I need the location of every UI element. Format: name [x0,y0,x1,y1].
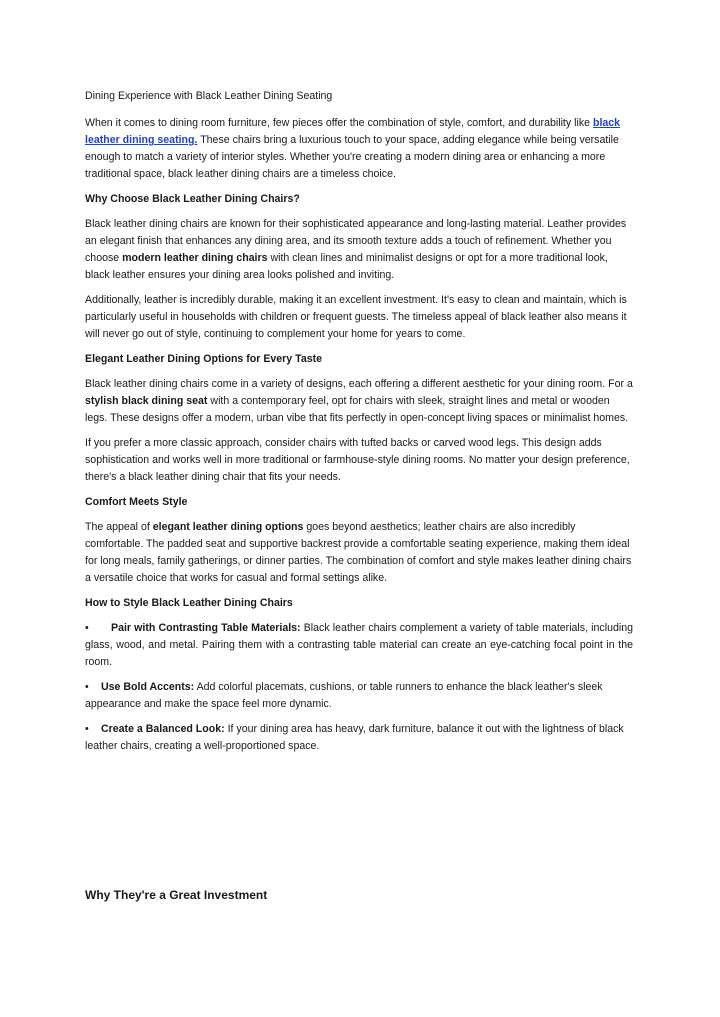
section-heading-how-to-style: How to Style Black Leather Dining Chairs [85,597,293,609]
list-item-label: Use Bold Accents: [101,681,195,693]
document-body [85,88,633,763]
modern-leather-chairs-emphasis: modern leather dining chairs [122,252,268,264]
section-heading-elegant-options: Elegant Leather Dining Options for Every Taste [85,353,323,365]
intro-paragraph [85,115,633,183]
list-item [85,679,633,713]
elegant-options-text-after: with a contemporary feel, opt for chairs with sleek, straight lines and metal or wooden legs. These designs offer a modern, urban vibe that fits perfectly in open-concept living spaces or minimalist homes. [85,395,629,424]
section-heading-comfort: Comfort Meets Style [85,496,188,508]
section-heading-investment: Why They're a Great Investment [85,888,268,902]
stylish-seat-emphasis: stylish black dining seat [85,395,208,407]
comfort-paragraph [85,519,633,587]
list-item [85,620,633,671]
list-item-text: Add colorful placemats, cushions, or table runners to enhance the black leather's sleek appearance and make the space feel more dynamic. [85,681,603,710]
elegant-options-paragraph-2: If you prefer a more classic approach, consider chairs with tufted backs or carved wood legs. This design adds sophistication and works well in more traditional or farmhouse-style dining rooms. No matter your design preference, there's a black leather dining chair that fits your needs. [85,437,630,483]
intro-text-after: These chairs bring a luxurious touch to your space, adding elegance while being versatile enough to match a variety of interior styles. Whether you're creating a modern dining area or enhancing a more traditional space, black leather dining chairs are a timeless choice. [85,134,619,180]
comfort-text-after: goes beyond aesthetics; leather chairs are also incredibly comfortable. The padded seat and supportive backrest provide a comfortable seating experience, making them ideal for long meals, family gatherings, or dinner parties. The combination of comfort and style makes leather dining chairs a versatile choice that works for casual and formal settings alike. [85,521,632,584]
elegant-options-text-before: Black leather dining chairs come in a variety of designs, each offering a different aesthetic for your dining room. For a [85,378,633,390]
bullet-icon: • [85,681,89,693]
list-item-label: Pair with Contrasting Table Materials: [111,622,301,634]
page-title: Dining Experience with Black Leather Dining Seating [85,90,333,102]
elegant-options-paragraph-1 [85,376,633,427]
elegant-options-emphasis: elegant leather dining options [152,521,304,533]
why-choose-paragraph-2: Additionally, leather is incredibly durable, making it an excellent investment. It's easy to clean and maintain, which is particularly useful in households with children or frequent guests. The timeless appeal of black leather also means it will never go out of style, continuing to complement your home for years to come. [85,294,627,340]
section-heading-why-choose: Why Choose Black Leather Dining Chairs? [85,193,300,205]
comfort-text-before: The appeal of [85,521,153,533]
bullet-icon: • [85,723,89,735]
list-item [85,721,633,755]
why-choose-text-before: Black leather dining chairs are known for their sophisticated appearance and long-lasting material. Leather provides an elegant finish that enhances any dining area, and its smooth texture adds a touch of refinement. Whether you choose [85,218,627,264]
why-choose-paragraph-1 [85,216,633,284]
list-item-label: Create a Balanced Look: [101,723,225,735]
why-choose-text-after: with clean lines and minimalist designs or opt for a more traditional look, black leather ensures your dining area looks polished and inviting. [85,252,608,281]
black-leather-dining-seating-link[interactable]: black leather dining seating. [85,117,621,146]
list-item-text: Black leather chairs complement a variety of table materials, including glass, wood, and metal. Pairing them with a contrasting table material can create an eye-catching focal point in the room. [85,622,633,668]
intro-text-before: When it comes to dining room furniture, few pieces offer the combination of style, comfort, and durability like [85,117,593,129]
bullet-icon: • [85,622,89,634]
list-item-text: If your dining area has heavy, dark furniture, balance it out with the lightness of black leather chairs, creating a well-proportioned space. [85,723,624,752]
